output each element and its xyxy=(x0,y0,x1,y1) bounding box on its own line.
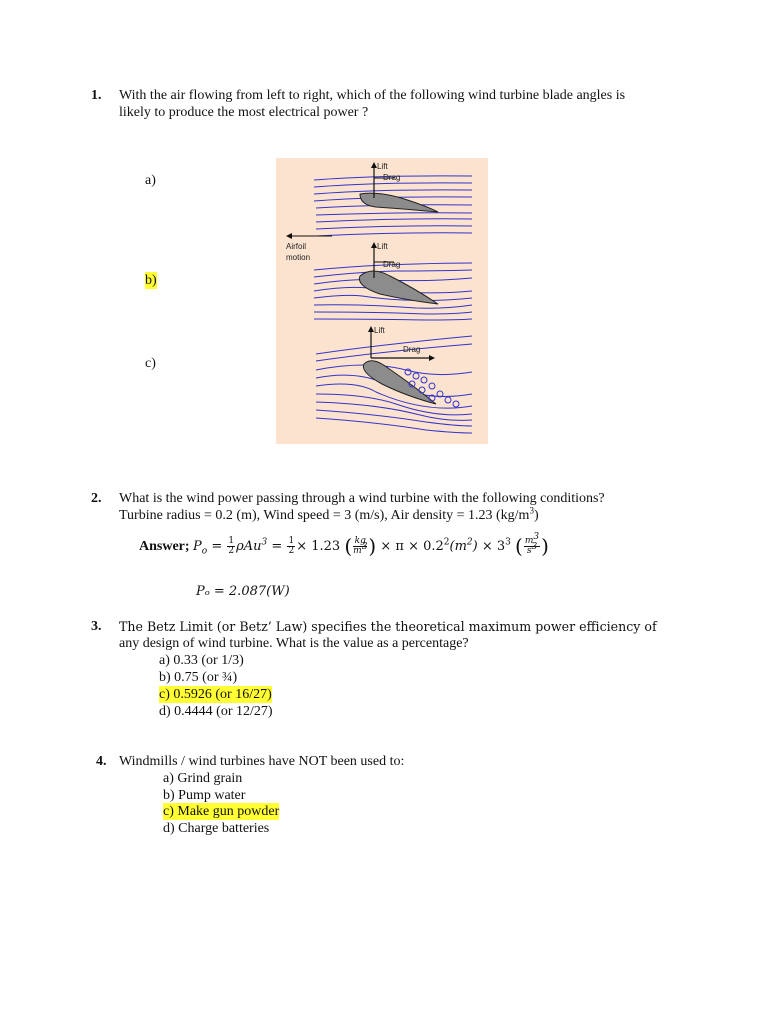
q2-text-line2: Turbine radius = 0.2 (m), Wind speed = 3 (m/s), Air density = 1.23 $(kg/m^3)$ xyxy=(119,505,539,523)
q3-option-b: b) 0.75 (or ¾) xyxy=(159,670,238,685)
q4-option-c: c) Make gun powder xyxy=(163,804,280,819)
q4-option-d: d) Charge batteries xyxy=(163,821,270,836)
drag-label-a: Drag xyxy=(383,173,401,182)
airfoil-label: Airfoil xyxy=(286,242,307,251)
q4-text: Windmills / wind turbines have NOT been used to: xyxy=(119,754,405,769)
q1-number: 1. xyxy=(91,88,102,103)
q2-text-line1: What is the wind power passing through a wind turbine with the following conditions? xyxy=(119,491,605,506)
q3-text-line1: The Betz Limit (or Betz’ Law) specifies the theoretical maximum power efficiency of xyxy=(119,619,657,634)
drag-label-b: Drag xyxy=(383,260,401,269)
q4-number: 4. xyxy=(96,754,107,769)
q1-option-a: a) xyxy=(145,173,156,188)
q1-option-c: c) xyxy=(145,356,156,371)
q3-option-d: d) 0.4444 (or 12/27) xyxy=(159,704,273,719)
q3-option-a: a) 0.33 (or 1/3) xyxy=(159,653,244,668)
q4-option-a: a) Grind grain xyxy=(163,771,243,786)
lift-label-c: Lift xyxy=(374,326,385,335)
drag-label-c: Drag xyxy=(403,345,421,354)
q3-text-line2: any design of wind turbine. What is the value as a percentage? xyxy=(119,636,469,651)
answer-label: Answer; xyxy=(139,539,190,554)
power-result: Pₒ = 2.087(W) xyxy=(196,584,290,599)
q2-number: 2. xyxy=(91,491,102,506)
lift-label-a: Lift xyxy=(377,162,388,171)
q3-number: 3. xyxy=(91,619,102,634)
q3-option-c: c) 0.5926 (or 16/27) xyxy=(159,687,272,702)
lift-label-b: Lift xyxy=(377,242,388,251)
motion-label: motion xyxy=(286,253,311,262)
q1-text-line2: likely to produce the most electrical power ? xyxy=(119,105,369,120)
q1-text-line1: With the air flowing from left to right, which of the following wind turbine blade angles is xyxy=(119,88,626,103)
airfoil-figure xyxy=(276,158,488,444)
q4-option-b: b) Pump water xyxy=(163,788,246,803)
q1-option-b: b) xyxy=(145,273,157,288)
power-formula: $P_o$ = $\frac{1}{2}$ ρAu$^3$ = $\frac{1}{2}$ × 1.23 ( $\frac{kg}{m^3}$ ) × $\pi \times 0.2^2(m^2) \times 3^3$ ( $\frac{m^3}{s^3}$ ) xyxy=(193,532,549,558)
answer-equation xyxy=(139,532,549,561)
